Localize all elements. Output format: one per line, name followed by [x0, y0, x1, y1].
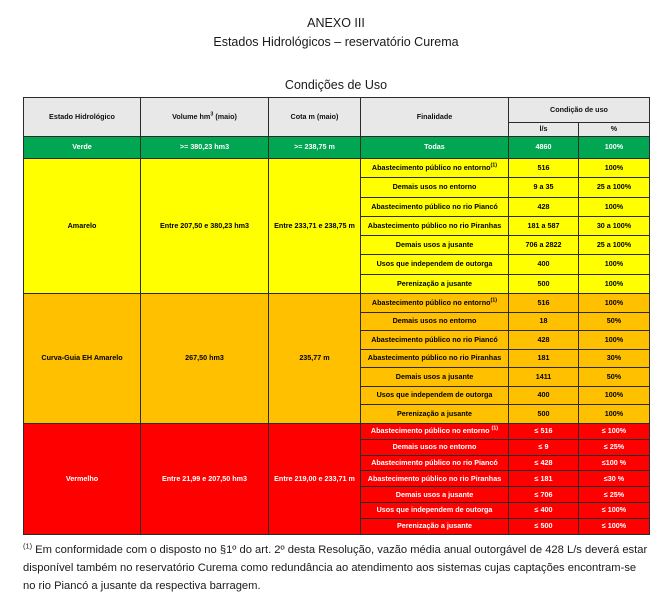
cell-finalidade: Demais usos no entorno — [361, 312, 509, 331]
table-row — [24, 423, 650, 439]
volume-exponent: 3 — [210, 111, 214, 118]
cell-finalidade: Demais usos no entorno — [361, 178, 509, 197]
cell-finalidade: Demais usos a jusante — [361, 368, 509, 387]
cell-vazao-ls: ≤ 500 — [509, 518, 579, 534]
cell-percentual: 100% — [579, 159, 650, 178]
section-title: Condições de Uso — [284, 78, 388, 92]
cell-estado-hidrologico: Verde — [24, 137, 141, 159]
cell-finalidade: Demais usos no entorno — [361, 439, 509, 455]
cell-finalidade: Abastecimento público no rio Piranhas — [361, 216, 509, 235]
col-header-ls: l/s — [509, 123, 579, 137]
cell-vazao-ls: ≤ 9 — [509, 439, 579, 455]
cell-finalidade: Demais usos a jusante — [361, 236, 509, 255]
cell-percentual: 100% — [579, 293, 650, 312]
cell-vazao-ls: 428 — [509, 197, 579, 216]
cell-volume: >= 380,23 hm3 — [141, 137, 269, 159]
cell-finalidade: Usos que independem de outorga — [361, 255, 509, 274]
cell-finalidade: Usos que independem de outorga — [361, 386, 509, 405]
cell-vazao-ls: 500 — [509, 405, 579, 424]
footnote-ref: (1) — [491, 425, 499, 432]
volume-label-post: (maio) — [213, 111, 237, 121]
cell-finalidade: Abastecimento público no entorno$^{(1)}$ — [361, 159, 509, 178]
col-header-condicao-de-uso: Condição de uso — [509, 98, 650, 123]
cell-estado-hidrologico: Amarelo — [24, 159, 141, 294]
cell-vazao-ls: 400 — [509, 255, 579, 274]
table-row — [24, 159, 650, 178]
cell-volume: Entre 207,50 e 380,23 hm3 — [141, 159, 269, 294]
cell-percentual: 50% — [579, 368, 650, 387]
footnote — [23, 541, 649, 595]
cell-vazao-ls: 1411 — [509, 368, 579, 387]
cell-finalidade: Abastecimento público no rio Piranhas — [361, 471, 509, 487]
cell-cota: 235,77 m — [269, 293, 361, 423]
table-head — [24, 98, 650, 137]
cell-percentual: 30 a 100% — [579, 216, 650, 235]
col-header-estado: Estado Hidrológico — [24, 98, 141, 137]
table-row — [24, 137, 650, 159]
cell-vazao-ls: ≤ 428 — [509, 455, 579, 471]
conditions-table-container — [23, 97, 649, 535]
cell-vazao-ls: 181 a 587 — [509, 216, 579, 235]
cell-percentual: ≤ 100% — [579, 423, 650, 439]
col-header-volume — [141, 98, 269, 137]
cell-estado-hidrologico: Curva-Guia EH Amarelo — [24, 293, 141, 423]
document-subtitle: Estados Hidrológicos – reservatório Curema — [213, 35, 459, 49]
cell-vazao-ls: 181 — [509, 349, 579, 368]
cell-vazao-ls: 18 — [509, 312, 579, 331]
col-header-finalidade: Finalidade — [361, 98, 509, 137]
cell-finalidade: Perenização a jusante — [361, 405, 509, 424]
cell-finalidade: Usos que independem de outorga — [361, 503, 509, 519]
cell-finalidade: Perenização a jusante — [361, 518, 509, 534]
footnote-marker: (1) — [23, 541, 33, 551]
cell-finalidade: Abastecimento público no entorno $^{(1)}$ — [361, 423, 509, 439]
cell-percentual: ≤30 % — [579, 471, 650, 487]
cell-percentual: ≤ 100% — [579, 518, 650, 534]
cell-percentual: 100% — [579, 331, 650, 350]
cell-finalidade: Abastecimento público no entorno$^{(1)}$ — [361, 293, 509, 312]
table-header-row — [24, 98, 650, 123]
cell-percentual: 100% — [579, 405, 650, 424]
cell-percentual: ≤ 100% — [579, 503, 650, 519]
cell-percentual: ≤ 25% — [579, 487, 650, 503]
cell-percentual: 100% — [579, 137, 650, 159]
cell-vazao-ls: ≤ 516 — [509, 423, 579, 439]
volume-label-pre: Volume hm — [172, 111, 211, 121]
cell-finalidade: Demais usos a jusante — [361, 487, 509, 503]
cell-finalidade: Perenização a jusante — [361, 274, 509, 293]
cell-vazao-ls: ≤ 400 — [509, 503, 579, 519]
cell-volume: 267,50 hm3 — [141, 293, 269, 423]
cell-finalidade: Abastecimento público no rio Piancó — [361, 455, 509, 471]
cell-vazao-ls: 400 — [509, 386, 579, 405]
col-header-cota: Cota m (maio) — [269, 98, 361, 137]
cell-vazao-ls: 4860 — [509, 137, 579, 159]
cell-percentual: ≤ 25% — [579, 439, 650, 455]
footnote-text: Em conformidade com o disposto no §1º do art. 2º desta Resolução, vazão média anual outorgável de 428 L/s deverá estar disponível também no reservatório Curema como redundância ao atendimento aos sistemas cujas captações encontram-se no rio Piancó a jusante da respectiva barragem. — [23, 543, 648, 592]
cell-vazao-ls: 706 a 2822 — [509, 236, 579, 255]
cell-volume: Entre 21,99 e 207,50 hm3 — [141, 423, 269, 534]
cell-vazao-ls: ≤ 706 — [509, 487, 579, 503]
cell-estado-hidrologico: Vermelho — [24, 423, 141, 534]
table-body — [24, 137, 650, 535]
cell-vazao-ls: 428 — [509, 331, 579, 350]
cell-vazao-ls: 9 a 35 — [509, 178, 579, 197]
cell-percentual: 25 a 100% — [579, 236, 650, 255]
footnote-ref: (1) — [490, 297, 498, 304]
footnote-ref: (1) — [490, 162, 498, 169]
cell-percentual: 100% — [579, 274, 650, 293]
cell-vazao-ls: ≤ 181 — [509, 471, 579, 487]
table-row — [24, 293, 650, 312]
cell-cota: Entre 233,71 e 238,75 m — [269, 159, 361, 294]
document-title-anexo: ANEXO III — [307, 16, 365, 30]
cell-percentual: 100% — [579, 255, 650, 274]
cell-percentual: 50% — [579, 312, 650, 331]
cell-finalidade: Abastecimento público no rio Piancó — [361, 331, 509, 350]
cell-vazao-ls: 516 — [509, 159, 579, 178]
cell-finalidade: Todas — [361, 137, 509, 159]
cell-cota: Entre 219,00 e 233,71 m — [269, 423, 361, 534]
cell-finalidade: Abastecimento público no rio Piancó — [361, 197, 509, 216]
cell-percentual: 25 a 100% — [579, 178, 650, 197]
cell-vazao-ls: 500 — [509, 274, 579, 293]
cell-percentual: ≤100 % — [579, 455, 650, 471]
cell-finalidade: Abastecimento público no rio Piranhas — [361, 349, 509, 368]
conditions-table — [23, 97, 650, 535]
cell-percentual: 30% — [579, 349, 650, 368]
cell-percentual: 100% — [579, 197, 650, 216]
cell-percentual: 100% — [579, 386, 650, 405]
cell-vazao-ls: 516 — [509, 293, 579, 312]
col-header-percent: % — [579, 123, 650, 137]
cell-cota: >= 238,75 m — [269, 137, 361, 159]
